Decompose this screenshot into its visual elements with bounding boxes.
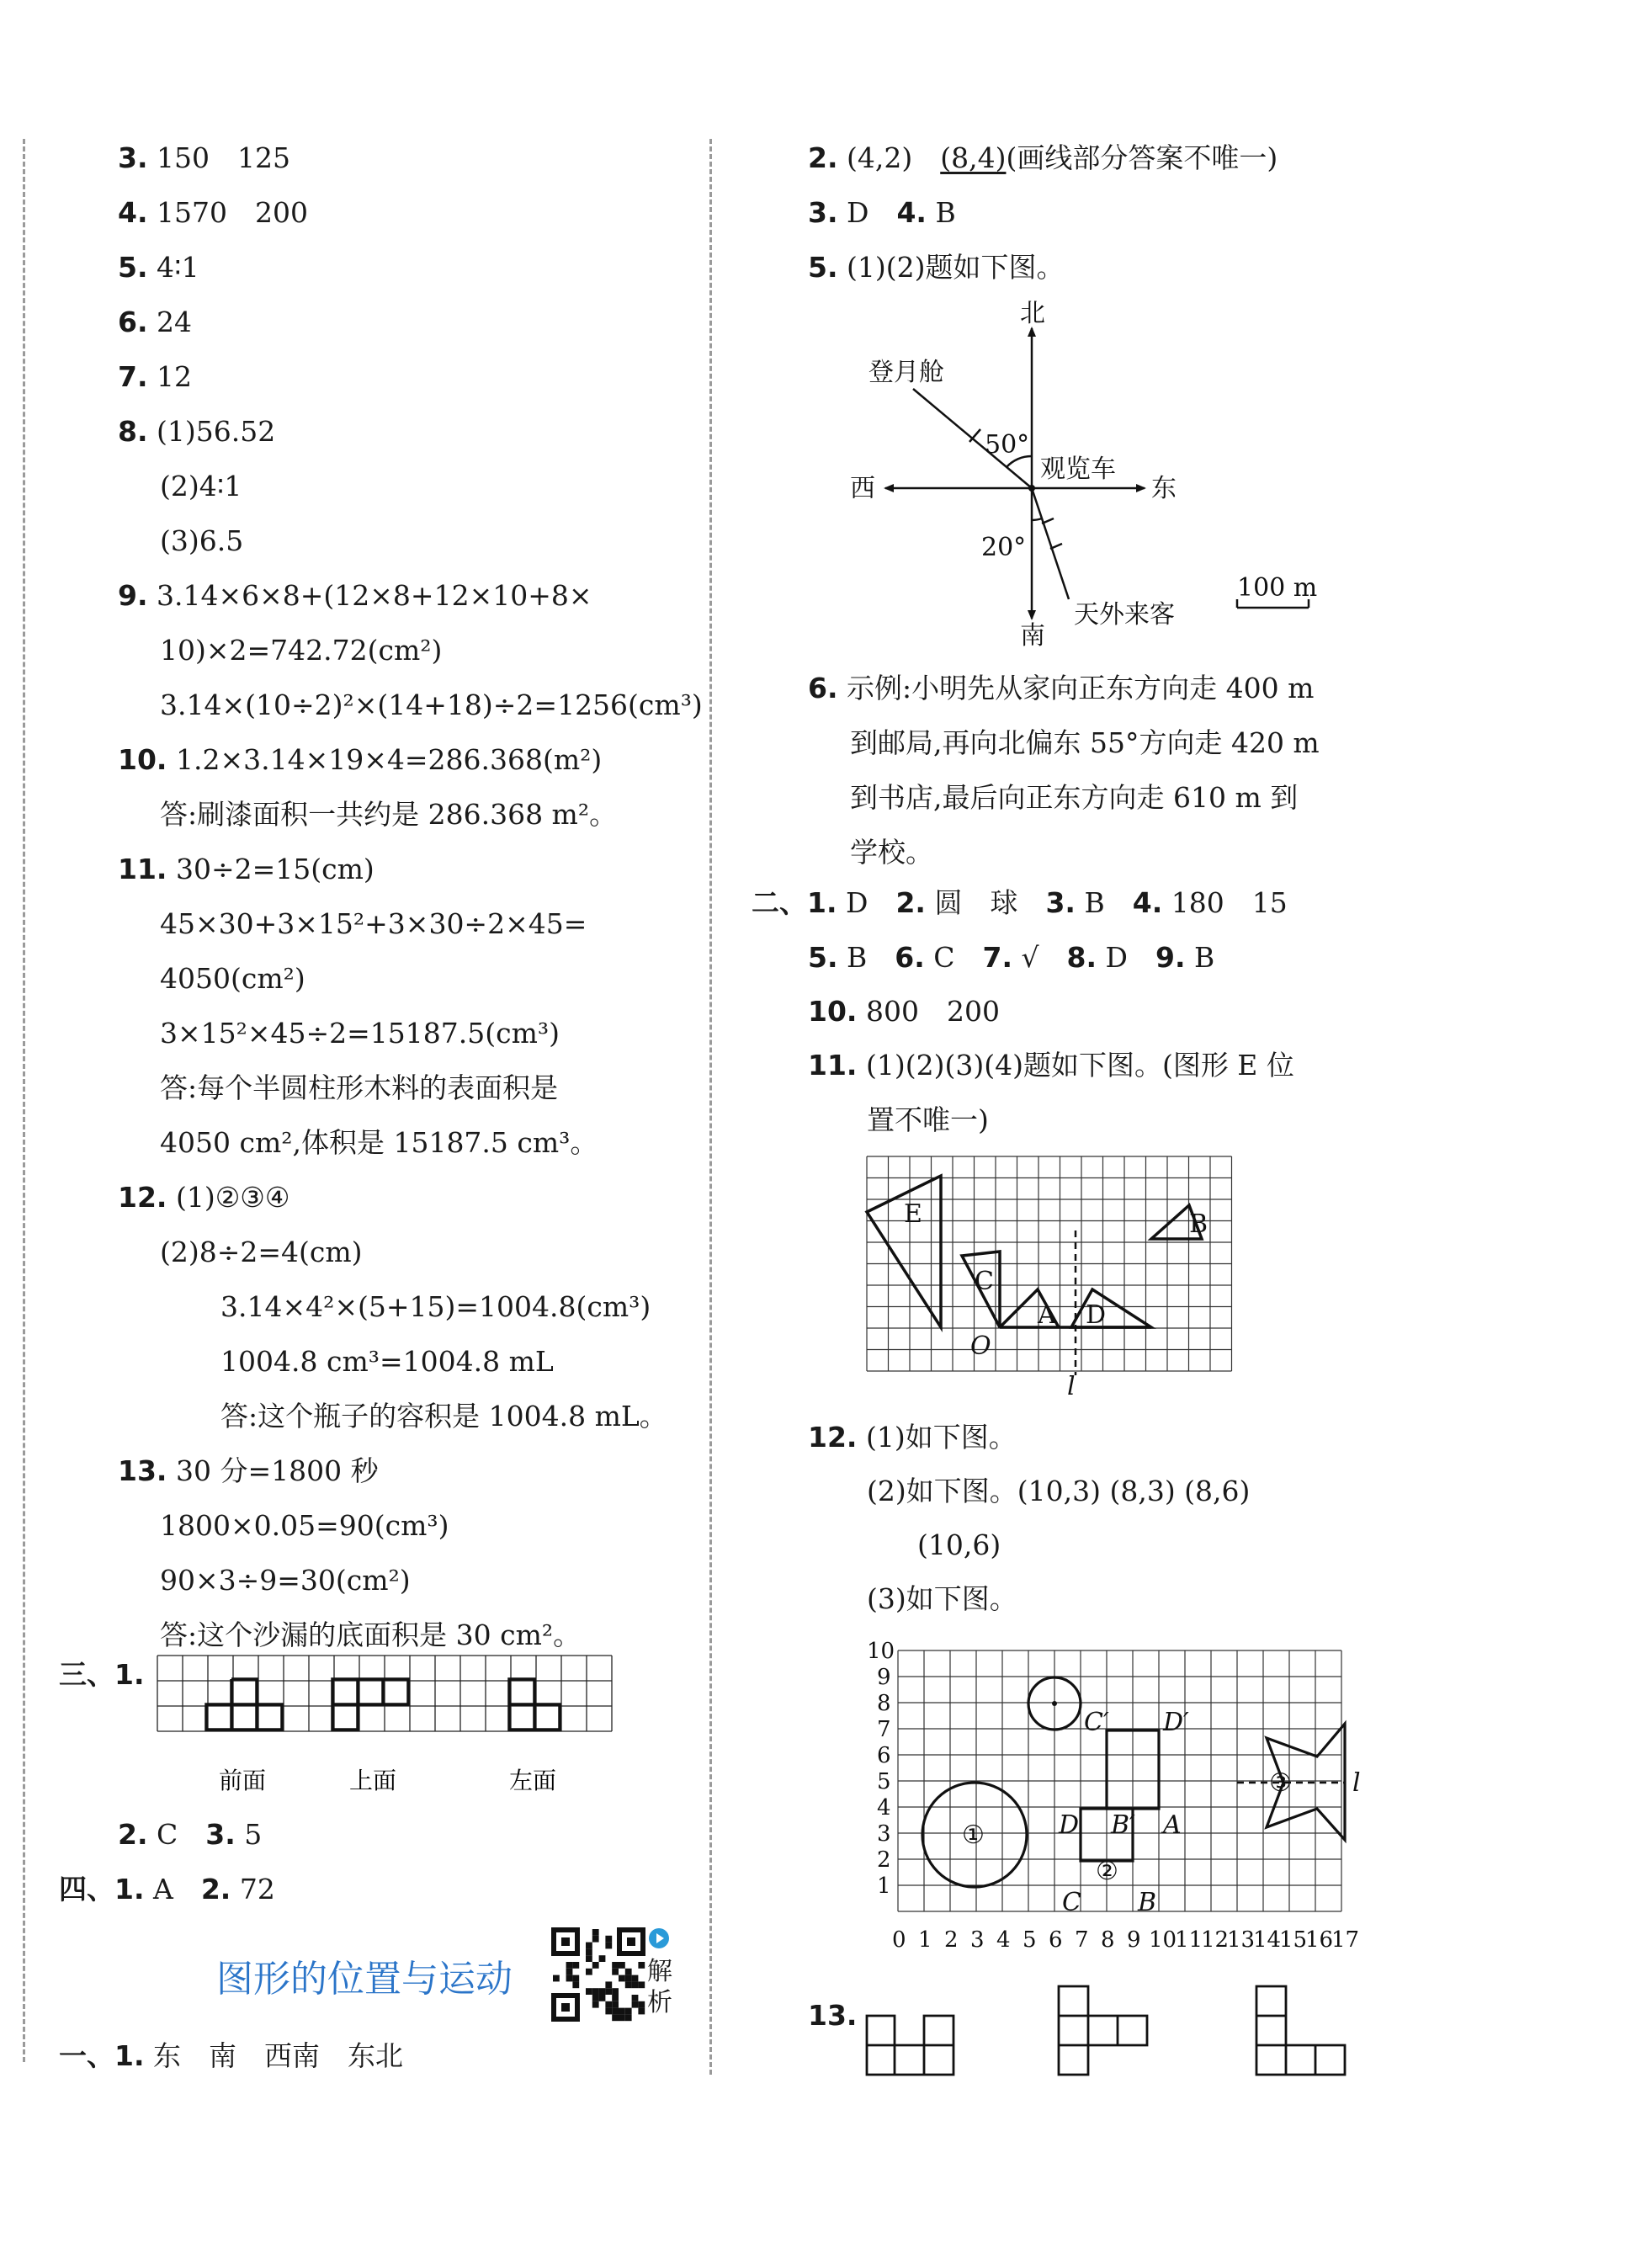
y-tick-label: 2 <box>877 1847 891 1873</box>
qr-label-xi: 析 <box>647 1988 672 2017</box>
answer-text: 10)×2=742.72(cm²) <box>160 634 443 667</box>
rq6-line <box>850 781 1298 815</box>
label-south: 南 <box>1020 621 1045 651</box>
play-icon[interactable] <box>648 1927 670 1949</box>
rq6-line <box>850 836 933 869</box>
x-tick-label: 17 <box>1331 1927 1360 1953</box>
answer-text: (1)②③④ <box>175 1181 290 1214</box>
svg-text:②: ② <box>1096 1857 1118 1886</box>
rq12-line2: (2)如下图。(10,3) (8,3) (8,6) <box>867 1475 1251 1507</box>
x-tick-label: 15 <box>1279 1927 1308 1953</box>
qr-module <box>605 1943 612 1949</box>
qr-module <box>566 1969 573 1975</box>
label-north: 北 <box>1020 299 1045 328</box>
section-four: 四、1. A 2. 72 <box>59 1873 275 1905</box>
left-line <box>220 1290 651 1324</box>
left-line <box>118 251 199 284</box>
svg-text:③: ③ <box>1269 1768 1292 1798</box>
x-tick-label: 5 <box>1023 1927 1037 1953</box>
rsec2-line1: 二、1. D 2. 圆 球 3. B 4. 180 15 <box>752 886 1288 919</box>
x-tick-label: 9 <box>1127 1927 1141 1953</box>
transform-grid-figure <box>865 1155 1235 1399</box>
qr-module <box>553 1975 560 1982</box>
left-line <box>160 1564 411 1597</box>
qr-module <box>605 1936 612 1943</box>
qr-module <box>566 1962 573 1969</box>
x-tick-label: 6 <box>1049 1927 1063 1953</box>
left-margin-dashes <box>23 139 25 2062</box>
left-line <box>160 962 305 996</box>
qr-module <box>586 1955 592 1962</box>
answer-text: 24 <box>157 306 192 338</box>
svg-text:D′: D′ <box>1163 1708 1189 1737</box>
qr-module <box>586 1943 592 1949</box>
qr-module <box>605 1988 612 1995</box>
answer-text: 3.14×6×8+(12×8+12×10+8× <box>157 579 592 612</box>
rq5: 5. (1)(2)题如下图。 <box>808 251 1065 284</box>
left-line <box>118 306 192 339</box>
answer-text: 答:这个瓶子的容积是 1004.8 mL。 <box>220 1400 667 1432</box>
coordinate-grid-figure <box>867 1640 1363 1959</box>
left-line <box>160 470 242 503</box>
column-divider-dashes <box>709 139 712 2075</box>
answer-text: 1004.8 cm³=1004.8 mL <box>220 1345 554 1378</box>
rq10: 10. 800 200 <box>808 995 1000 1028</box>
answer-text: 答:这个沙漏的底面积是 30 cm²。 <box>160 1618 582 1651</box>
svg-text:D: D <box>1059 1810 1080 1840</box>
label-angle-20: 20° <box>981 533 1027 562</box>
svg-text:O: O <box>970 1331 991 1361</box>
answer-text: 90×3÷9=30(cm²) <box>160 1564 411 1597</box>
label-east: 东 <box>1151 474 1177 503</box>
question-number: 10. <box>118 743 167 776</box>
answer-text: 4050(cm²) <box>160 962 305 995</box>
rq6-line <box>808 672 1314 705</box>
label-scale: 100 m <box>1237 573 1318 603</box>
left-line <box>118 196 308 230</box>
rq2: 2. (4,2) (8,4)(画线部分答案不唯一) <box>808 141 1278 174</box>
qr-module <box>619 1975 625 1982</box>
label-guanlanche: 观览车 <box>1040 454 1116 484</box>
view-label-front: 前面 <box>219 1767 267 1794</box>
q13-shape-3 <box>1256 1986 1345 2075</box>
answer-text: 30÷2=15(cm) <box>175 853 374 885</box>
x-tick-label: 14 <box>1253 1927 1282 1953</box>
qr-module <box>632 2001 639 2008</box>
svg-text:l: l <box>1352 1768 1361 1798</box>
y-tick-label: 10 <box>867 1639 895 1664</box>
qr-module <box>572 1975 579 1982</box>
y-tick-label: 7 <box>877 1717 891 1742</box>
left-line <box>118 415 275 449</box>
rq6-line <box>850 726 1320 760</box>
qr-module <box>592 1962 599 1969</box>
shape-e <box>867 1176 941 1327</box>
answer-text: 到书店,最后向正东方向走 610 m 到 <box>850 781 1299 814</box>
x-tick-label: 1 <box>918 1927 932 1953</box>
x-tick-label: 10 <box>1149 1927 1177 1953</box>
section-three-q23: 2. C 3. 5 <box>118 1818 263 1851</box>
qr-module <box>612 1988 619 1995</box>
qr-module <box>612 2008 619 2015</box>
left-line <box>160 1618 581 1652</box>
shape-d <box>1071 1289 1151 1327</box>
unit-title: 图形的位置与运动 <box>216 1958 513 2001</box>
qr-module <box>619 1962 625 1969</box>
left-line <box>160 524 243 558</box>
left-line <box>118 1181 289 1215</box>
y-tick-label: 9 <box>877 1665 891 1690</box>
qr-module <box>605 1981 612 1988</box>
rq12-line3: (10,6) <box>917 1528 1001 1561</box>
answer-text: 1.2×3.14×19×4=286.368(m²) <box>175 743 603 776</box>
x-tick-label: 13 <box>1227 1927 1256 1953</box>
rq12-line4: (3)如下图。 <box>867 1582 1017 1615</box>
qr-module <box>592 2001 599 2008</box>
x-tick-label: 0 <box>892 1927 906 1953</box>
left-line <box>220 1345 554 1379</box>
rq11-line2: 置不唯一) <box>867 1103 989 1136</box>
svg-text:A: A <box>1163 1810 1182 1840</box>
qr-module <box>625 1975 632 1982</box>
qr-module <box>612 1969 619 1975</box>
rq13: 13. <box>808 1999 858 2032</box>
answer-text: 45×30+3×15²+3×30÷2×45= <box>160 907 587 940</box>
rsec2-line2: 5. B 6. C 7. √ 8. D 9. B <box>808 941 1215 974</box>
y-tick-label: 4 <box>877 1795 891 1820</box>
answer-text: 30 分=1800 秒 <box>175 1454 379 1487</box>
compass-figure <box>842 299 1363 656</box>
top-view-shape <box>332 1679 408 1730</box>
rq11-line1: 11. (1)(2)(3)(4)题如下图。(图形 E 位 <box>808 1049 1294 1082</box>
qr-module <box>599 1995 606 2001</box>
y-tick-label: 8 <box>877 1691 891 1716</box>
answer-text: 答:刷漆面积一共约是 286.368 m²。 <box>160 798 618 831</box>
qr-module <box>619 2008 625 2015</box>
answer-text: 3×15²×45÷2=15187.5(cm³) <box>160 1017 560 1050</box>
path-to-tianwai <box>1032 488 1069 599</box>
answer-text: (2)8÷2=4(cm) <box>160 1236 363 1268</box>
question-number: 6. <box>118 306 148 338</box>
answer-text: 学校。 <box>850 836 933 869</box>
left-line <box>160 1017 560 1050</box>
y-tick-label: 1 <box>877 1874 891 1899</box>
section-three-label: 三、1. <box>59 1658 145 1691</box>
qr-module <box>632 1981 639 1988</box>
rq12-line1: 12. (1)如下图。 <box>808 1421 1017 1454</box>
qr-module <box>566 1975 573 1982</box>
label-angle-50: 50° <box>985 430 1030 460</box>
svg-text:D: D <box>1086 1300 1107 1330</box>
qr-module <box>619 2014 625 2021</box>
qr-module <box>592 1995 599 2001</box>
answer-text: 3.14×(10÷2)²×(14+18)÷2=1256(cm³) <box>160 688 703 721</box>
left-line <box>160 634 442 667</box>
question-number: 7. <box>118 360 148 393</box>
x-tick-label: 2 <box>944 1927 959 1953</box>
left-view-shape <box>509 1679 560 1730</box>
qr-module <box>612 1995 619 2001</box>
question-number: 6. <box>808 672 838 704</box>
answer-text: 4∶1 <box>157 251 199 284</box>
question-number: 13. <box>118 1454 167 1487</box>
qr-module <box>625 2008 632 2015</box>
answer-text: 3.14×4²×(5+15)=1004.8(cm³) <box>220 1290 651 1323</box>
qr-module <box>592 1929 599 1936</box>
qr-module <box>605 2008 612 2015</box>
svg-text:l: l <box>1067 1372 1076 1401</box>
svg-text:A: A <box>1038 1300 1056 1330</box>
left-line <box>118 579 592 613</box>
x-tick-label: 3 <box>970 1927 985 1953</box>
svg-text:E: E <box>904 1199 922 1229</box>
svg-text:C: C <box>1062 1888 1081 1917</box>
svg-text:①: ① <box>962 1820 985 1850</box>
answer-text: 150 125 <box>157 141 290 174</box>
answer-text: (3)6.5 <box>160 524 244 557</box>
qr-module <box>586 1948 592 1955</box>
left-line <box>118 1454 379 1488</box>
q13-figure <box>865 1982 1353 2079</box>
answer-text: (2)4∶1 <box>160 470 242 502</box>
x-tick-label: 16 <box>1305 1927 1334 1953</box>
y-tick-label: 3 <box>877 1821 891 1847</box>
view-label-left: 左面 <box>509 1767 557 1794</box>
answer-text: 12 <box>157 360 192 393</box>
new-section-one: 一、1. 东 南 西南 东北 <box>59 2039 403 2072</box>
svg-text:C′: C′ <box>1084 1708 1109 1737</box>
qr-module <box>592 1936 599 1943</box>
qr-module <box>572 1962 579 1969</box>
qr-module <box>625 1981 632 1988</box>
label-tianwai: 天外来客 <box>1074 600 1175 630</box>
left-line <box>160 798 617 832</box>
y-tick-label: 6 <box>877 1743 891 1768</box>
svg-text:B′: B′ <box>1111 1810 1135 1840</box>
left-line <box>160 1071 558 1105</box>
left-line <box>118 743 602 777</box>
answer-text: 1570 200 <box>157 196 308 229</box>
q13-shape-1 <box>867 2016 953 2075</box>
qr-module <box>612 2001 619 2008</box>
answer-text: 1800×0.05=90(cm³) <box>160 1509 449 1542</box>
qr-module <box>586 1969 592 1975</box>
answer-text: 到邮局,再向北偏东 55°方向走 420 m <box>850 726 1320 759</box>
left-line <box>160 1236 363 1269</box>
question-number: 12. <box>118 1181 167 1214</box>
answer-text: (1)56.52 <box>157 415 276 448</box>
qr-module <box>612 2014 619 2021</box>
label-west: 西 <box>850 474 875 503</box>
x-tick-label: 7 <box>1075 1927 1089 1953</box>
qr-label-jie: 解 <box>647 1957 672 1986</box>
answer-text: 4050 cm²,体积是 15187.5 cm³。 <box>160 1126 598 1159</box>
qr-code[interactable] <box>551 1927 645 2022</box>
qr-module <box>625 2014 632 2021</box>
qr-module <box>592 1988 599 1995</box>
qr-module <box>599 1955 606 1962</box>
question-number: 9. <box>118 579 148 612</box>
qr-module <box>599 1988 606 1995</box>
question-number: 8. <box>118 415 148 448</box>
x-tick-label: 12 <box>1201 1927 1230 1953</box>
label-dengyuecang: 登月舱 <box>868 358 944 387</box>
qr-module <box>605 2001 612 2008</box>
qr-module <box>625 1969 632 1975</box>
x-tick-label: 4 <box>996 1927 1011 1953</box>
left-line <box>160 1126 598 1160</box>
answer-text: 答:每个半圆柱形木料的表面积是 <box>160 1071 559 1104</box>
question-number: 3. <box>118 141 148 174</box>
qr-module <box>632 1995 639 2001</box>
left-line <box>160 1509 449 1543</box>
left-line <box>220 1400 667 1433</box>
left-line <box>118 360 192 394</box>
x-tick-label: 8 <box>1101 1927 1115 1953</box>
view-label-top: 上面 <box>349 1767 397 1794</box>
qr-module <box>586 1988 592 1995</box>
question-number: 11. <box>118 853 167 885</box>
front-view-shape <box>206 1679 282 1730</box>
y-tick-label: 5 <box>877 1769 891 1794</box>
left-line <box>118 853 374 886</box>
left-line <box>118 141 290 175</box>
qr-module <box>612 1962 619 1969</box>
x-tick-label: 11 <box>1175 1927 1203 1953</box>
rq34: 3. D 4. B <box>808 196 956 229</box>
svg-text:B: B <box>1138 1888 1157 1917</box>
q13-shape-2 <box>1059 1986 1147 2075</box>
left-line <box>160 907 587 941</box>
question-number: 5. <box>118 251 148 284</box>
svg-text:B: B <box>1189 1209 1208 1239</box>
qr-module <box>632 1975 639 1982</box>
svg-text:C: C <box>975 1267 994 1296</box>
left-line <box>160 688 703 722</box>
answer-text: 示例:小明先从家向正东方向走 400 m <box>847 672 1315 704</box>
qr-module <box>572 1981 579 1988</box>
question-number: 4. <box>118 196 148 229</box>
three-views-figure <box>156 1654 627 1801</box>
